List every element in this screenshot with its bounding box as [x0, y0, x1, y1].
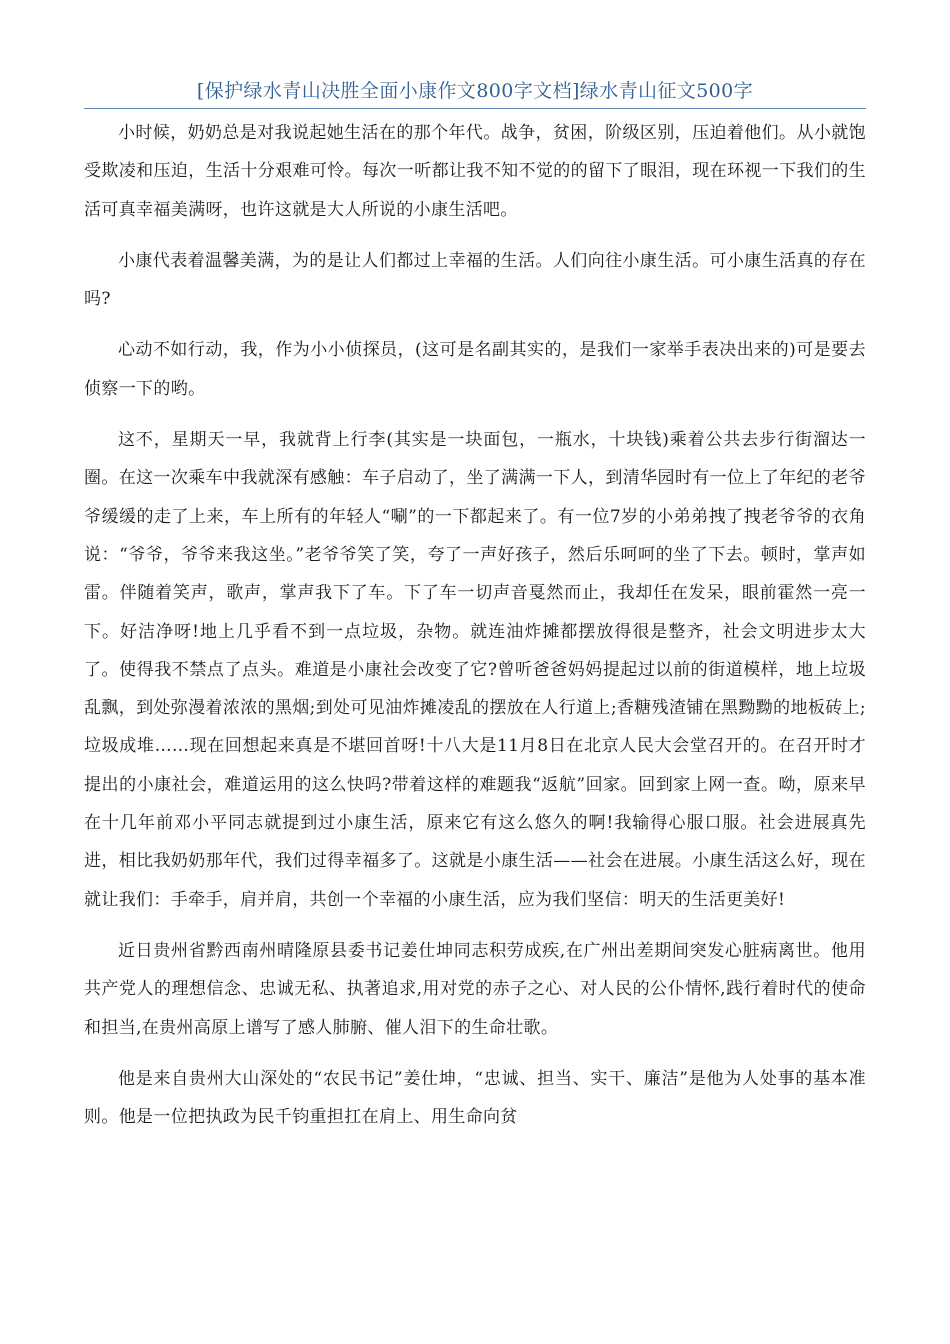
paragraph-3: 心动不如行动，我，作为小小侦探员，(这可是名副其实的，是我们一家举手表决出来的)可是要去侦察一下的哟。 [84, 340, 866, 399]
paragraph-1: 小时候，奶奶总是对我说起她生活在的那个年代。战争，贫困，阶级区别，压迫着他们。从小就饱受欺凌和压迫，生活十分艰难可怜。每次一听都让我不知不觉的的留下了眼泪，现在环视一下我们的生活可真幸福美满呀，也许这就是大人所说的小康生活吧。 [84, 123, 866, 220]
paragraph-5: 近日贵州省黔西南州晴隆原县委书记姜仕坤同志积劳成疾,在广州出差期间突发心脏病离世。他用共产党人的理想信念、忠诚无私、执著追求,用对党的赤子之心、对人民的公仆情怀,践行着时代的使命和担当,在贵州高原上谱写了感人肺腑、催人泪下的生命壮歌。 [84, 940, 866, 1038]
document-body [84, 114, 866, 1149]
document-title: [保护绿水青山决胜全面小康作文800字文档]绿水青山征文500字 [196, 80, 754, 102]
paragraph-6: 他是来自贵州大山深处的“农民书记”姜仕坤，“忠诚、担当、实干、廉洁”是他为人处事的基本准则。他是一位把执政为民千钧重担扛在肩上、用生命向贫 [84, 1068, 866, 1128]
paragraph-4: 这不，星期天一早，我就背上行李(其实是一块面包，一瓶水，十块钱)乘着公共去步行街溜达一圈。在这一次乘车中我就深有感触：车子启动了，坐了满满一下人，到清华园时有一位上了年纪的老爷爷缓缓的走了上来，车上所有的年轻人“唰”的一下都起来了。有一位7岁的小弟弟拽了拽老爷爷的衣角说：“爷爷，爷爷来我这坐。”老爷爷笑了笑，夸了一声好孩子，然后乐呵呵的坐了下去。顿时，掌声如雷。伴随着笑声，歌声，掌声我下了车。下了车一切声音戛然而止，我却任在发呆，眼前霍然一亮一下。好洁净呀!地上几乎看不到一点垃圾，杂物。就连油炸摊都摆放得很是整齐，社会文明进步太大了。使得我不禁点了点头。难道是小康社会改变了它?曾听爸爸妈妈提起过以前的街道模样，地上垃圾乱飘，到处弥漫着浓浓的黑烟;到处可见油炸摊凌乱的摆放在人行道上;香糖残渣铺在黑黝黝的地板砖上;垃圾成堆……现在回想起来真是不堪回首呀!十八大是11月8日在北京人民大会堂召开的。在召开时才提出的小康社会，难道运用的这么快吗?带着这样的难题我“返航”回家。回到家上网一查。呦，原来早在十几年前邓小平同志就提到过小康生活，原来它有这么悠久的啊!我输得心服口服。社会进展真先进，相比我奶奶那年代，我们过得幸福多了。这就是小康生活——社会在进展。小康生活这么好，现在就让我们：手牵手，肩并肩，共创一个幸福的小康生活，应为我们坚信：明天的生活更美好! [84, 430, 866, 910]
paragraph-2: 小康代表着温馨美满，为的是让人们都过上幸福的生活。人们向往小康生活。可小康生活真的存在吗? [84, 250, 866, 310]
title-underline [84, 108, 866, 109]
